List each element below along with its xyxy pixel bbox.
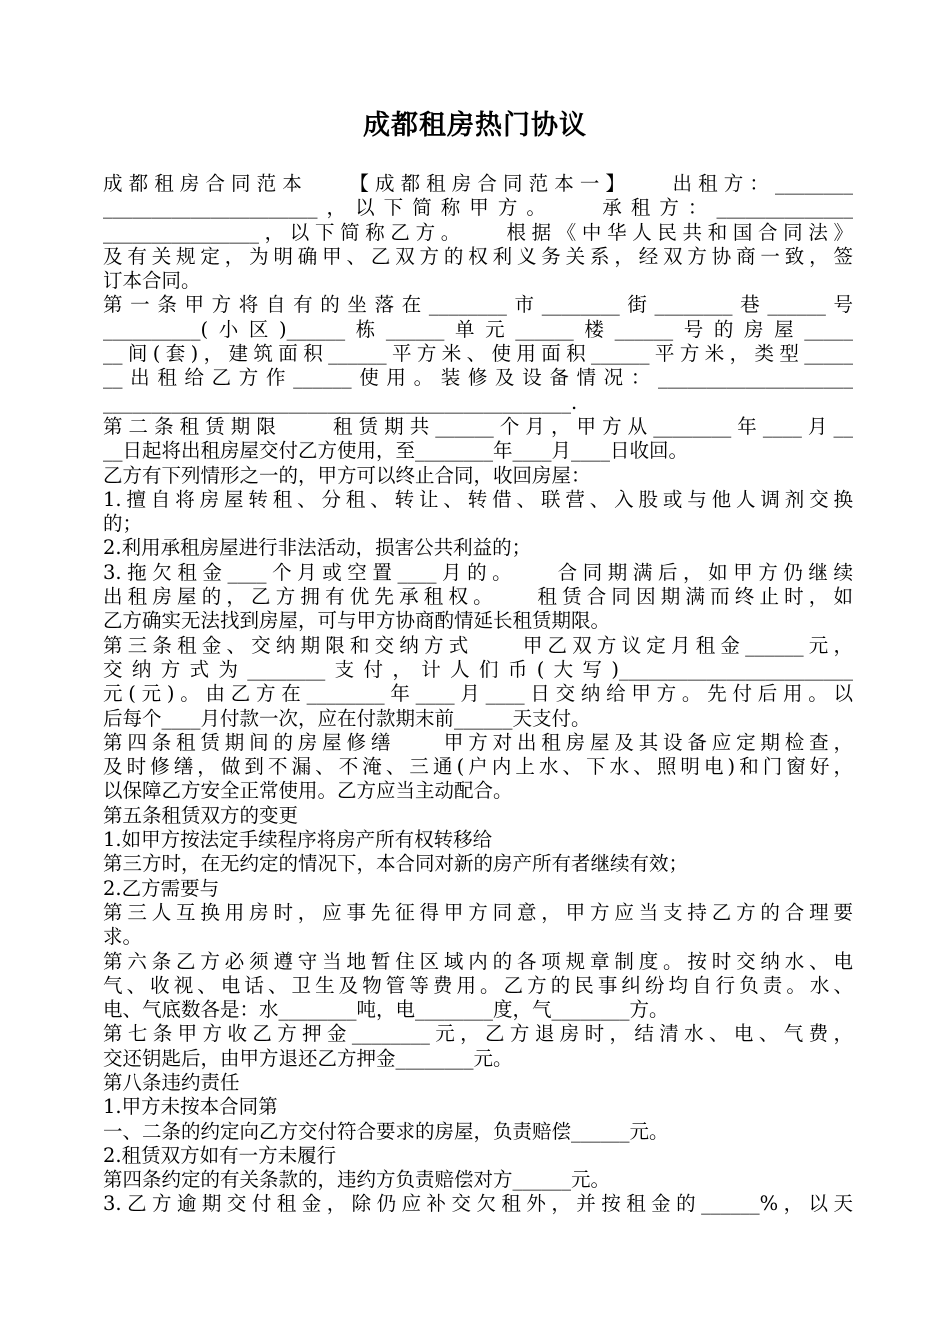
document-body [103,172,853,1217]
body-text-line: 气、收视、电话、卫生及物管等费用。乙方的民事纠纷均自行负责。水、 [103,973,853,997]
body-text-line: 乙方有下列情形之一的，甲方可以终止合同，收回房屋： [103,463,591,487]
body-text-line: __间(套)，建筑面积______平方米、使用面积______平方米，类型_____ [103,342,853,366]
body-text-line: 第一条甲方将自有的坐落在________市________街________巷______号 [103,293,853,317]
body-text-line: 3.乙方逾期交付租金，除仍应补交欠租外，并按租金的______%，以天 [103,1192,853,1216]
body-text-line: 的； [103,512,143,536]
body-text-line: 1.擅自将房屋转租、分租、转让、转借、联营、入股或与他人调剂交换 [103,487,853,511]
body-text-line: 第七条甲方收乙方押金________元，乙方退房时，结清水、电、气费， [103,1022,853,1046]
body-text-line: 后每个____月付款一次，应在付款期末前______天支付。 [103,706,591,730]
body-text-line: 第三人互换用房时，应事先征得甲方同意，甲方应当支持乙方的合理要 [103,900,853,924]
body-text-line: 交纳方式为________支付，计人们币(大写)________________________ [103,657,853,681]
body-text-line: 以保障乙方安全正常使用。乙方应当主动配合。 [103,779,513,803]
body-text-line: 3.拖欠租金____个月或空置____月的。 合同期满后，如甲方仍继续 [103,560,853,584]
body-text-line: 第四条约定的有关条款的，违约方负责赔偿对方______元。 [103,1168,611,1192]
body-text-line: 第四条租赁期间的房屋修缮 甲方对出租房屋及其设备应定期检查， [103,730,853,754]
body-text-line: ______________________，以下简称甲方。 承租方：______________ [103,196,853,220]
body-text-line: __日起将出租房屋交付乙方使用，至________年____月____日收回。 [103,439,689,463]
body-text-line: 及时修缮，做到不漏、不淹、三通(户内上水、下水、照明电)和门窗好， [103,755,853,779]
body-text-line: 1.如甲方按法定手续程序将房产所有权转移给 [103,828,493,852]
body-text-line: 电、气底数各是：水________吨，电________度，气________方。 [103,998,669,1022]
document-title: 成都租房热门协议 [363,110,587,141]
body-text-line: ________________________________________________. [103,390,578,414]
body-text-line: 第五条租赁双方的变更 [103,803,299,827]
body-text-line: 第三方时，在无约定的情况下，本合同对新的房产所有者继续有效； [103,852,689,876]
body-text-line: 1.甲方未按本合同第 [103,1095,278,1119]
body-text-line: __________(小区)______栋______单元______楼______号的房屋_____ [103,317,853,341]
body-text-line: 第二条租赁期限 租赁期共______个月，甲方从________年____月__ [103,414,853,438]
body-text-line: 第六条乙方必须遵守当地暂住区域内的各项规章制度。按时交纳水、电 [103,949,853,973]
body-text-line: 第八条违约责任 [103,1070,240,1094]
body-text-line: 2.乙方需要与 [103,876,220,900]
body-text-line: 乙方确实无法找到房屋，可与甲方协商酌情延长租赁期限。 [103,609,611,633]
body-text-line: __出租给乙方作______使用。装修及设备情况：____________________ [103,366,853,390]
body-text-line: 一、二条的约定向乙方交付符合要求的房屋，负责赔偿______元。 [103,1119,669,1143]
body-text-line: ________________，以下简称乙方。 根据《中华人民共和国合同法》 [103,220,853,244]
body-text-line: 及有关规定，为明确甲、乙双方的权利义务关系，经双方协商一致，签 [103,244,853,268]
body-text-line: 元(元)。由乙方在________年____月____日交纳给甲方。先付后用。以 [103,682,853,706]
body-text-line: 出租房屋的，乙方拥有优先承租权。 租赁合同因期满而终止时，如 [103,585,853,609]
body-text-line: 订本合同。 [103,269,201,293]
body-text-line: 交还钥匙后，由甲方退还乙方押金________元。 [103,1046,513,1070]
body-text-line: 2.租赁双方如有一方未履行 [103,1143,337,1167]
body-text-line: 2.利用承租房屋进行非法活动，损害公共利益的； [103,536,532,560]
body-text-line: 成都租房合同范本 【成都租房合同范本一】 出租方：________ [103,172,853,195]
body-text-line: 求。 [103,925,143,949]
body-text-line: 第三条租金、交纳期限和交纳方式 甲乙双方议定月租金______元， [103,633,853,657]
